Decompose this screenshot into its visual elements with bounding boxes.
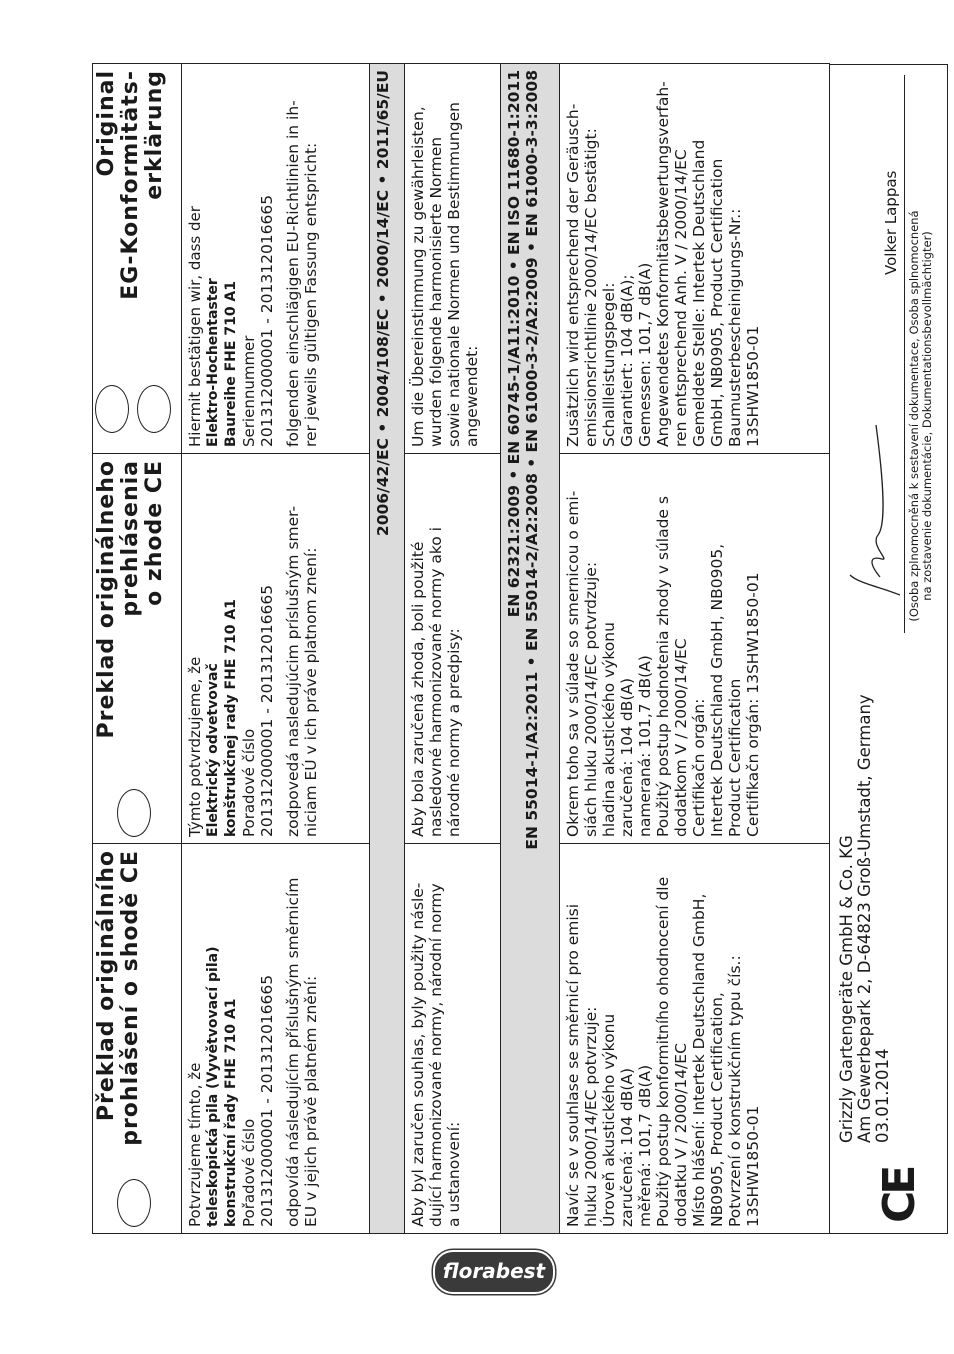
signer-role-line1: (Osoba zplnomocněná k sestavení dokumentace, Osoba splnomocnená [907, 210, 921, 622]
product-series: Baureihe FHE 710 A1 [223, 280, 239, 447]
sk-title-line3: o zhode CE [142, 460, 167, 606]
company-name: Grizzly Gartengeräte GmbH & Co. KG [837, 835, 856, 1143]
oval-symbol [117, 789, 151, 837]
oval-symbol [95, 385, 129, 433]
ce-mark: CE [874, 1168, 925, 1223]
product-name: Elektro-Hochentaster [205, 278, 221, 447]
signature [840, 415, 900, 605]
de-title-line3: erklärung [142, 70, 167, 200]
declaration-document [92, 64, 948, 1234]
de-standards-intro: Um die Übereinstimmung zu gewährleisten, wurden folgende harmonisierte Normen sowie nationale Normen und Bestimmungen angewendet: [405, 64, 501, 454]
sk-title-line2: prehlásenia [118, 460, 143, 617]
de-title-line2: EG-Konformitäts- [118, 70, 143, 300]
sk-noise-emission: Okrem toho sa v súlade so smernicou o emi- siách hluku 2000/14/EC potvrdzuje: hladina akustického výkonu zaručená: 104 dB(A) nameraná: 101,7 dB(A) Použitý postup hodnotenia zhody v súlade s dodatkom V / 2000/14/EC Certifikačn orgán: Intertek Deutschland GmbH, NB0905, Product Certification Certifikačn orgán: 13SHW1850-01 [559, 454, 829, 844]
de-header [93, 64, 182, 454]
product-series: konštrukčnej rady FHE 710 A1 [223, 599, 239, 837]
de-title-line1: Original [94, 70, 119, 177]
signer-name: Volker Lappas [882, 170, 900, 275]
sk-confirmation: Týmto potvrdzujeme, že Elektrický odvetvovač konštrukčnej rady FHE 710 A1 Poradové číslo 201312000001 - 201312016665 zodpovedá nasledujúcim príslušným smer- niciam EÚ v ich práve platnom znení: [182, 454, 370, 844]
signer-role-line2: na zostavenie dokumentácie, Dokumentationsbevollmächtigter) [920, 231, 934, 601]
signature-line [904, 75, 905, 633]
oval-symbol [137, 385, 171, 433]
product-name: teleskopická pila (Vyvětvovací pila) [205, 946, 221, 1227]
de-confirmation: Hiermit bestätigen wir, dass der Elektro-Hochentaster Baureihe FHE 710 A1 Seriennummer 201312000001 - 201312016665 folgenden einschlägigen EU-Richtlinien in ih- rer jeweils gültigen Fassung entspricht: [182, 64, 370, 454]
serial-number: 201312000001 - 201312016665 [258, 194, 276, 447]
directives-band: 2006/42/EC • 2004/108/EC • 2000/14/EC • 2011/65/EU [370, 64, 405, 1234]
product-series: konstrukční řady FHE 710 A1 [223, 998, 239, 1227]
declaration-footer [830, 64, 948, 1234]
cz-confirmation: Potvrzujeme tímto, že teleskopická pila (Vyvětvovací pila) konstrukční řady FHE 710 A1 Pořadové číslo 201312000001 - 201312016665 odpovídá následujícím příslušným směrnicím EU v jejich právě platném znění: [182, 844, 370, 1234]
cz-noise-emission: Navíc se v souhlase se směrnicí pro emisi hluku 2000/14/EC potvrzuje: Úroveň akustického výkonu zaručená: 104 dB(A) měřená: 101,7 dB(A) Použitý postup konformitního ohodnocení dle dodatku V / 2000/14/EC Místo hlášení: Intertek Deutschland GmbH, NB0905, Product Certification, Potvrzení o konstrukčním typu čís.: 13SHW1850-01 [559, 844, 829, 1234]
de-noise-emission: Zusätzlich wird entsprechend der Geräusch- emissionsrichtlinie 2000/14/EC bestätigt: Schallleistungspegel: Garantiert: 104 dB(A); Gemessen: 101,7 dB(A) Angewendetes Konformitätsbewertungsverfah- ren entsprechend Anh. V / 2000/14/EC Gemeldete Stelle: Intertek Deutschland GmbH, NB0905, Product Certification Baumusterbescheinigungs-Nr.: 13SHW1850-01 [559, 64, 829, 454]
company-address: Am Gewerbepark 2, D-64823 Groß-Umstadt, Germany [855, 694, 874, 1143]
cz-header [93, 844, 182, 1234]
sk-title-line1: Preklad originálneho [94, 460, 119, 739]
cz-title-line1: Překlad originálního [94, 850, 119, 1122]
cz-standards-intro: Aby byl zaručen souhlas, byly použity násle- dující harmonizované normy, národní normy a ustanovení: [405, 844, 501, 1234]
sk-header [93, 454, 182, 844]
declaration-date: 03.01.2014 [873, 1048, 892, 1143]
standards-line2: EN 55014-1/A2:2011 • EN 55014-2/A2:2008 • EN 61000-3-2/A2:2009 • EN 61000-3-3:2008 [523, 70, 542, 850]
product-name: Elektrický odvetvovač [205, 663, 221, 837]
standards-band [501, 64, 560, 1234]
serial-number: 201312000001 - 201312016665 [258, 974, 276, 1227]
sk-standards-intro: Aby bola zaručená zhoda, boli použité nasledovné harmonizované normy ako i národné normy a predpisy: [405, 454, 501, 844]
florabest-logo: florabest [433, 1250, 555, 1294]
oval-symbol [117, 1179, 151, 1227]
declaration-table [92, 63, 830, 1234]
cz-title-line2: prohlášení o shodě CE [118, 850, 143, 1146]
serial-number: 201312000001 - 201312016665 [258, 584, 276, 837]
standards-line1: EN 62321:2009 • EN 60745-1/A11:2010 • EN ISO 11680-1:2011 [505, 70, 524, 618]
